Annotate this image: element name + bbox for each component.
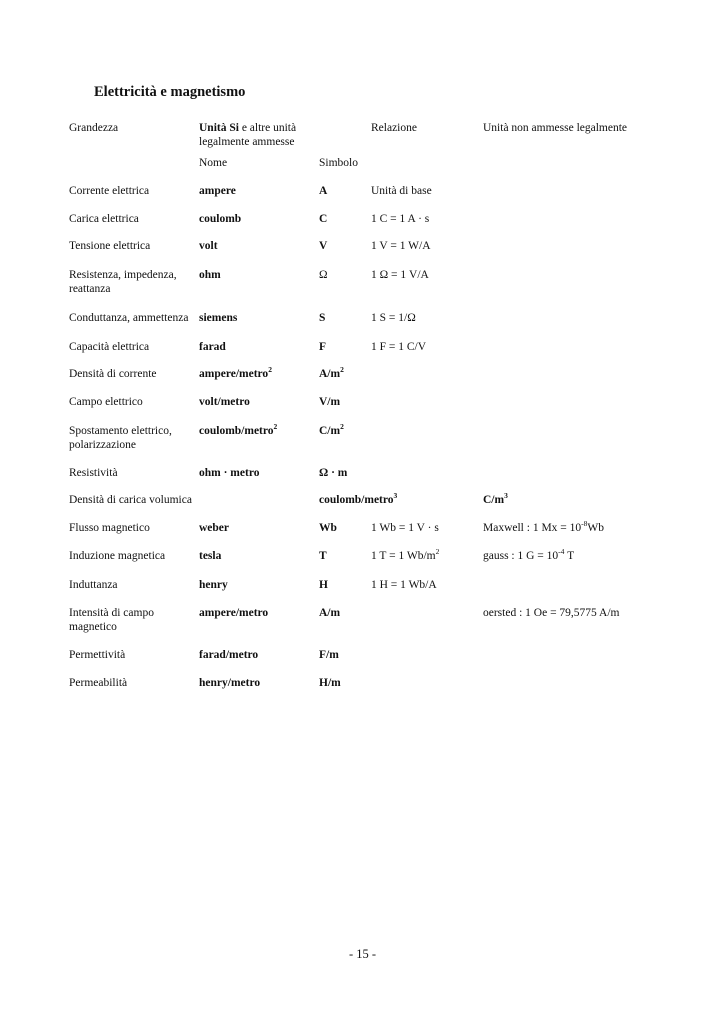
page-number: - 15 - bbox=[348, 947, 377, 961]
unit-symbol: A/m bbox=[319, 607, 341, 619]
header-nome: Nome bbox=[199, 157, 228, 169]
header-unita-si-rest: e altre unità bbox=[238, 122, 297, 134]
unit-relation: 1 S = 1/Ω bbox=[371, 312, 416, 324]
quantity-name: Conduttanza, ammettenza bbox=[69, 312, 189, 324]
quantity-name: Capacità elettrica bbox=[69, 341, 150, 353]
unit-symbol: H bbox=[319, 579, 328, 591]
unit-relation-exponent: 2 bbox=[435, 547, 440, 556]
quantity-name-line1: Resistenza, impedenza, bbox=[69, 269, 177, 281]
quantity-name bbox=[69, 424, 172, 452]
unit-name-text: ampere/metro bbox=[199, 368, 269, 380]
non-si-unit-text: Maxwell : 1 Mx = 10 bbox=[483, 522, 582, 534]
non-si-unit-text: gauss : 1 G = 10 bbox=[483, 550, 559, 562]
header-relazione: Relazione bbox=[371, 122, 417, 134]
unit-relation: 1 V = 1 W/A bbox=[371, 240, 431, 252]
unit-name: tesla bbox=[199, 550, 222, 562]
non-si-unit-end: Wb bbox=[587, 522, 605, 534]
quantity-name: Carica elettrica bbox=[69, 213, 139, 225]
unit-name bbox=[319, 493, 397, 507]
quantity-name-line2: reattanza bbox=[69, 283, 111, 295]
unit-symbol: F bbox=[319, 341, 327, 353]
header-unita-si-line2: legalmente ammesse bbox=[199, 136, 295, 148]
unit-name: weber bbox=[199, 522, 230, 534]
unit-name: henry/metro bbox=[199, 677, 261, 689]
unit-name-text: coulomb/metro bbox=[199, 425, 274, 437]
unit-symbol-text: C/m bbox=[483, 494, 505, 506]
quantity-name: Induttanza bbox=[69, 579, 118, 591]
header-grandezza: Grandezza bbox=[69, 122, 119, 134]
unit-symbol-exponent: 2 bbox=[340, 422, 344, 431]
unit-symbol: V bbox=[319, 240, 328, 252]
non-si-unit-exponent: -8 bbox=[581, 519, 588, 528]
unit-name: siemens bbox=[199, 312, 238, 324]
non-si-unit-end: T bbox=[564, 550, 575, 562]
quantity-name bbox=[69, 606, 154, 634]
unit-relation: 1 Wb = 1 V · s bbox=[371, 522, 439, 534]
unit-relation: 1 H = 1 Wb/A bbox=[371, 579, 437, 591]
quantity-name: Densità di corrente bbox=[69, 368, 157, 380]
non-si-unit bbox=[483, 549, 574, 563]
quantity-name: Permeabilità bbox=[69, 677, 128, 689]
unit-name: coulomb bbox=[199, 213, 242, 225]
quantity-name: Resistività bbox=[69, 467, 118, 479]
quantity-name: Corrente elettrica bbox=[69, 185, 150, 197]
quantity-name: Tensione elettrica bbox=[69, 240, 151, 252]
unit-symbol: H/m bbox=[319, 677, 341, 689]
quantity-name: Densità di carica volumica bbox=[69, 494, 192, 506]
unit-symbol: F/m bbox=[319, 649, 339, 661]
quantity-name-line1: Intensità di campo bbox=[69, 607, 154, 619]
unit-symbol bbox=[483, 493, 508, 507]
unit-name-exponent: 3 bbox=[393, 491, 398, 500]
unit-name: farad/metro bbox=[199, 649, 259, 661]
unit-relation bbox=[371, 549, 439, 563]
unit-name: volt/metro bbox=[199, 396, 250, 408]
unit-name: ohm · metro bbox=[199, 467, 260, 479]
unit-relation-text: 1 T = 1 Wb/m bbox=[371, 550, 436, 562]
unit-name-text: coulomb/metro bbox=[319, 494, 394, 506]
quantity-name-line2: polarizzazione bbox=[69, 439, 137, 451]
unit-name: farad bbox=[199, 341, 226, 353]
unit-relation: 1 F = 1 C/V bbox=[371, 341, 427, 353]
unit-name: volt bbox=[199, 240, 218, 252]
unit-symbol: S bbox=[319, 312, 326, 324]
header-unita-si-bold: Unità Si bbox=[199, 122, 239, 134]
header-unita-si bbox=[199, 121, 296, 149]
quantity-name: Campo elettrico bbox=[69, 396, 143, 408]
quantity-name: Induzione magnetica bbox=[69, 550, 166, 562]
unit-symbol: A bbox=[319, 185, 328, 197]
section-title: Elettricità e magnetismo bbox=[94, 84, 246, 100]
non-si-unit bbox=[483, 521, 604, 535]
non-si-unit-exponent: -4 bbox=[558, 547, 565, 556]
unit-name: henry bbox=[199, 579, 228, 591]
unit-symbol: Wb bbox=[319, 522, 337, 534]
unit-symbol bbox=[319, 424, 344, 438]
unit-name: ampere/metro bbox=[199, 607, 269, 619]
unit-symbol-text: C/m bbox=[319, 425, 341, 437]
unit-name-exponent: 2 bbox=[268, 365, 272, 374]
unit-symbol: C bbox=[319, 213, 328, 225]
unit-name: ohm bbox=[199, 269, 221, 281]
unit-relation: 1 C = 1 A · s bbox=[371, 213, 430, 225]
unit-name bbox=[199, 367, 272, 381]
unit-relation: Unità di base bbox=[371, 185, 432, 197]
quantity-name-line2: magnetico bbox=[69, 621, 117, 633]
quantity-name: Flusso magnetico bbox=[69, 522, 150, 534]
unit-name bbox=[199, 424, 277, 438]
unit-symbol bbox=[319, 367, 344, 381]
non-si-unit: oersted : 1 Oe = 79,5775 A/m bbox=[483, 607, 620, 619]
quantity-name: Permettività bbox=[69, 649, 126, 661]
header-simbolo: Simbolo bbox=[319, 157, 358, 169]
unit-symbol-text: A/m bbox=[319, 368, 341, 380]
unit-name: ampere bbox=[199, 185, 236, 197]
unit-relation: 1 Ω = 1 V/A bbox=[371, 269, 429, 281]
unit-symbol: Ω bbox=[319, 269, 328, 281]
quantity-name bbox=[69, 268, 177, 296]
unit-symbol: T bbox=[319, 550, 327, 562]
quantity-name-line1: Spostamento elettrico, bbox=[69, 425, 172, 437]
unit-symbol-exponent: 2 bbox=[340, 365, 344, 374]
unit-name-exponent: 2 bbox=[273, 422, 278, 431]
unit-symbol: Ω · m bbox=[319, 467, 348, 479]
header-non-ammesse: Unità non ammesse legalmente bbox=[483, 122, 628, 134]
unit-symbol-exponent: 3 bbox=[504, 491, 508, 500]
unit-symbol: V/m bbox=[319, 396, 341, 408]
